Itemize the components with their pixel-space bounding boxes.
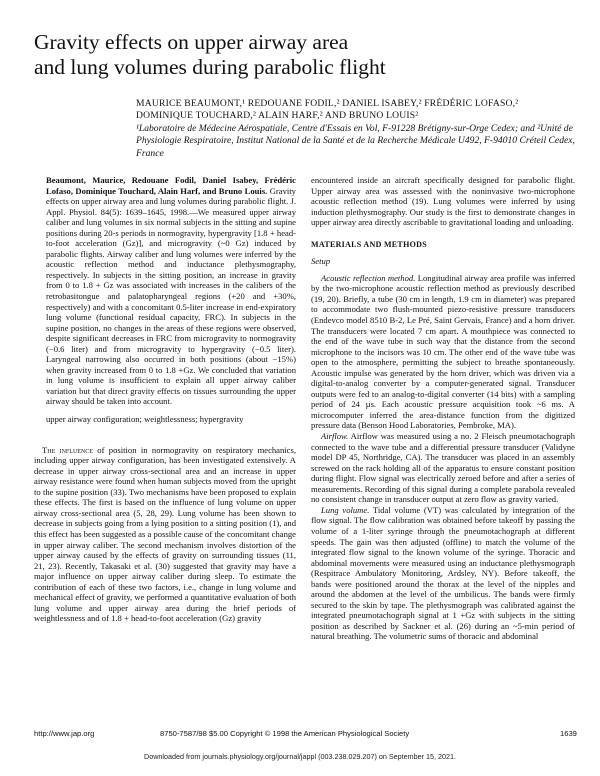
page-number: 1639: [560, 729, 577, 738]
paragraph-body: Longitudinal airway area profile was inferred by the two-microphone acoustic reflection method as previously described (19, 20). Briefly, a tube (30 cm in length, 1.9 cm in diameter) was prepared to accommodate two flush-mounted piezo-resistive pressure transducers (Endevco model 8510 B-2, Le Pré, Saint Gervais, France) and a horn driver. The transducers were located 7 cm apart. A mouthpiece was connected to the end of the wave tube in such way that the distance from the second microphone to the incisors was 10 cm. The other end of the wave tube was open to the atmosphere, permitting the subject to breathe spontaneously. Acoustic impulse was generated by the horn driver, which was driven via a digital-to-analog converter by a computer-generated signal. Transducer outputs were fed to an analog-to-digital converter (14 bits) with a sampling period of 24 µs. Each acoustic pressure acquisition took ~6 ms. A microcomputer inferred the area-distance function from the digitized pressure data (Benson Hood Laboratories, Pembroke, MA).: [311, 272, 575, 431]
keywords: upper airway configuration; weightlessness; hypergravity: [46, 414, 244, 425]
author-list: MAURICE BEAUMONT,¹ REDOUANE FODIL,² DANIEL ISABEY,² FRÉDÉRIC LOFASO,² DOMINIQUE TOUCHARD,² ALAIN HARF,² AND BRUNO LOUIS²: [136, 98, 519, 122]
paragraph-body: Tidal volume (VT) was calculated by integration of the flow signal. The flow calibration was obtained before takeoff by passing the volume of a 1-liter syringe through the pneumotachograph at different speeds. The gain was then adjusted (offline) to match the volume of the integrated flow signal to the known volume of the syringe. Thoracic and abdominal movements were measured using an inductance plethysmograph (Respitrace Ambulatory Monitoring, Ardsley, NY). Before takeoff, the bands were positioned around the thorax at the level of the nipples and around the abdomen at the level of the umbilicus. The bands were firmly secured to the skin by tape. The plethysmograph was calibrated against the integrated pneumotachograph signal at 1 +Gz with subjects in the sitting position as described by Sackner et al. (26) during an ~5-min period of natural breathing. The volumetric sums of thoracic and abdominal: [311, 504, 575, 642]
affiliation: ¹Laboratoire de Médecine Aérospatiale, Centre d'Essais en Vol, F-91228 Brétigny-sur-Orge Cedex; and ²Unité de Physiologie Respiratoire, Institut National de la Santé et de la Recherche Médicale U492, F-94010 Créteil Cedex, France: [136, 123, 575, 159]
paragraph-lead: Lung volume.: [321, 504, 370, 515]
journal-url[interactable]: http://www.jap.org: [34, 729, 95, 738]
introduction-paragraph: [34, 445, 296, 624]
right-column: [311, 175, 575, 642]
paragraph-body: Airflow was measured using a no. 2 Fleisch pneumotachograph connected to the wave tube and a differential pressure transducer (Validyne model DP 45, Northridge, CA). The transducer was placed in an assembly screwed on the rack holding all of the apparatus to ensure constant position during flight. Flow signal was electrically zeroed before and after a series of measurements. Recording of this signal during a complete parabola revealed no consistent change in transducer output at zero flow as gravity varied.: [311, 431, 575, 505]
intro-lead: The influence: [42, 444, 93, 455]
abstract-lead: Beaumont, Maurice, Redouane Fodil, Daniel Isabey, Frédéric Lofaso, Dominique Touchard, Alain Harf, and Bruno Louis.: [46, 175, 296, 196]
paragraph-acoustic: [311, 273, 575, 431]
title-line-2: and lung volumes during parabolic flight: [34, 55, 386, 79]
paragraph-airflow: [311, 431, 575, 505]
download-notice: Downloaded from journals.physiology.org/journal/jappl (003.238.029.207) on September 15, 2021.: [144, 752, 456, 761]
section-heading: MATERIALS AND METHODS: [311, 239, 427, 249]
paragraph-lung-volume: [311, 505, 575, 642]
paragraph-lead: Acoustic reflection method.: [321, 272, 416, 283]
abstract-body: Gravity effects on upper airway area and lung volumes during parabolic flight. J. Appl. Physiol. 84(5): 1639–1645, 1998.—We measured upper airway caliber and lung volumes in six normal subjects in the sitting and supine positions during 20-s periods in normogravity, hypergravity [1.8 + head-to-foot acceleration (Gz)], and microgravity (~0 Gz) induced by parabolic flights. Airway caliber and lung volumes were inferred by the acoustic reflection method and inductance plethysmography, respectively. In subjects in the sitting position, an increase in gravity from 0 to 1.8 + Gz was associated with increases in the calibers of the retrobasitongue and palatopharyngeal regions (+20 and +30%, respectively) and with a concomitant 0.5-liter increase in end-expiratory lung volume (functional residual capacity, FRC). In subjects in the supine position, no changes in the areas of these regions were observed, despite significant decreases in FRC from microgravity to normogravity (−0.6 liter) and from microgravity to hypergravity (−0.5 liter). Laryngeal narrowing also occurred in both positions (about −15%) when gravity increased from 0 to 1.8 +Gz. We concluded that variation in lung volume is insufficient to explain all upper airway caliber variation but that direct gravity effects on tissues surrounding the upper airway should be taken into account.: [46, 185, 296, 407]
paragraph-lead: Airflow.: [321, 431, 349, 442]
left-column: [34, 175, 296, 624]
subsection-heading: Setup: [311, 256, 331, 267]
intro-continued: encountered inside an aircraft specifically designed for parabolic flight. Upper airway area was assessed with the noninvasive two-microphone acoustic reflection method (19). Lung volumes were inferred by using induction plethysmography. Our study is the first to demonstrate changes in upper airway area directly ascribable to gravitational loading and unloading.: [311, 175, 575, 228]
intro-body: of position in normogravity on respiratory mechanics, including upper airway configuration, has been investigated extensively. A decrease in upper airway cross-sectional area and an increase in upper airway resistance were found when human subjects moved from the upright to the supine position (33). Two mechanisms have been proposed to explain these effects. The first is based on the influence of lung volume on upper airway cross-sectional area (5, 28, 29). Lung volume has been shown to decrease in subjects going from a lying position to a sitting position (1), and this effect has been suggested as a possible cause of the concomitant change in upper airway caliber. The second mechanism involves distortion of the upper airway caused by the effects of gravity on surrounding tissues (11, 21, 23). Recently, Takasaki et al. (30) suggested that gravity may have a major influence on upper airway caliber during sleep. To estimate the contribution of each of these two factors, i.e., change in lung volume and mechanical effect of gravity, we performed a quantitative evaluation of both lung volume and upper airway area during the brief periods of weightlessness and of 1.8 + head-to-foot acceleration (Gz) gravity: [34, 444, 296, 624]
article-title: [34, 30, 574, 80]
abstract: [34, 175, 296, 407]
copyright-line: 8750-7587/98 $5.00 Copyright © 1998 the American Physiological Society: [160, 729, 410, 738]
title-line-1: Gravity effects on upper airway area: [34, 30, 349, 54]
